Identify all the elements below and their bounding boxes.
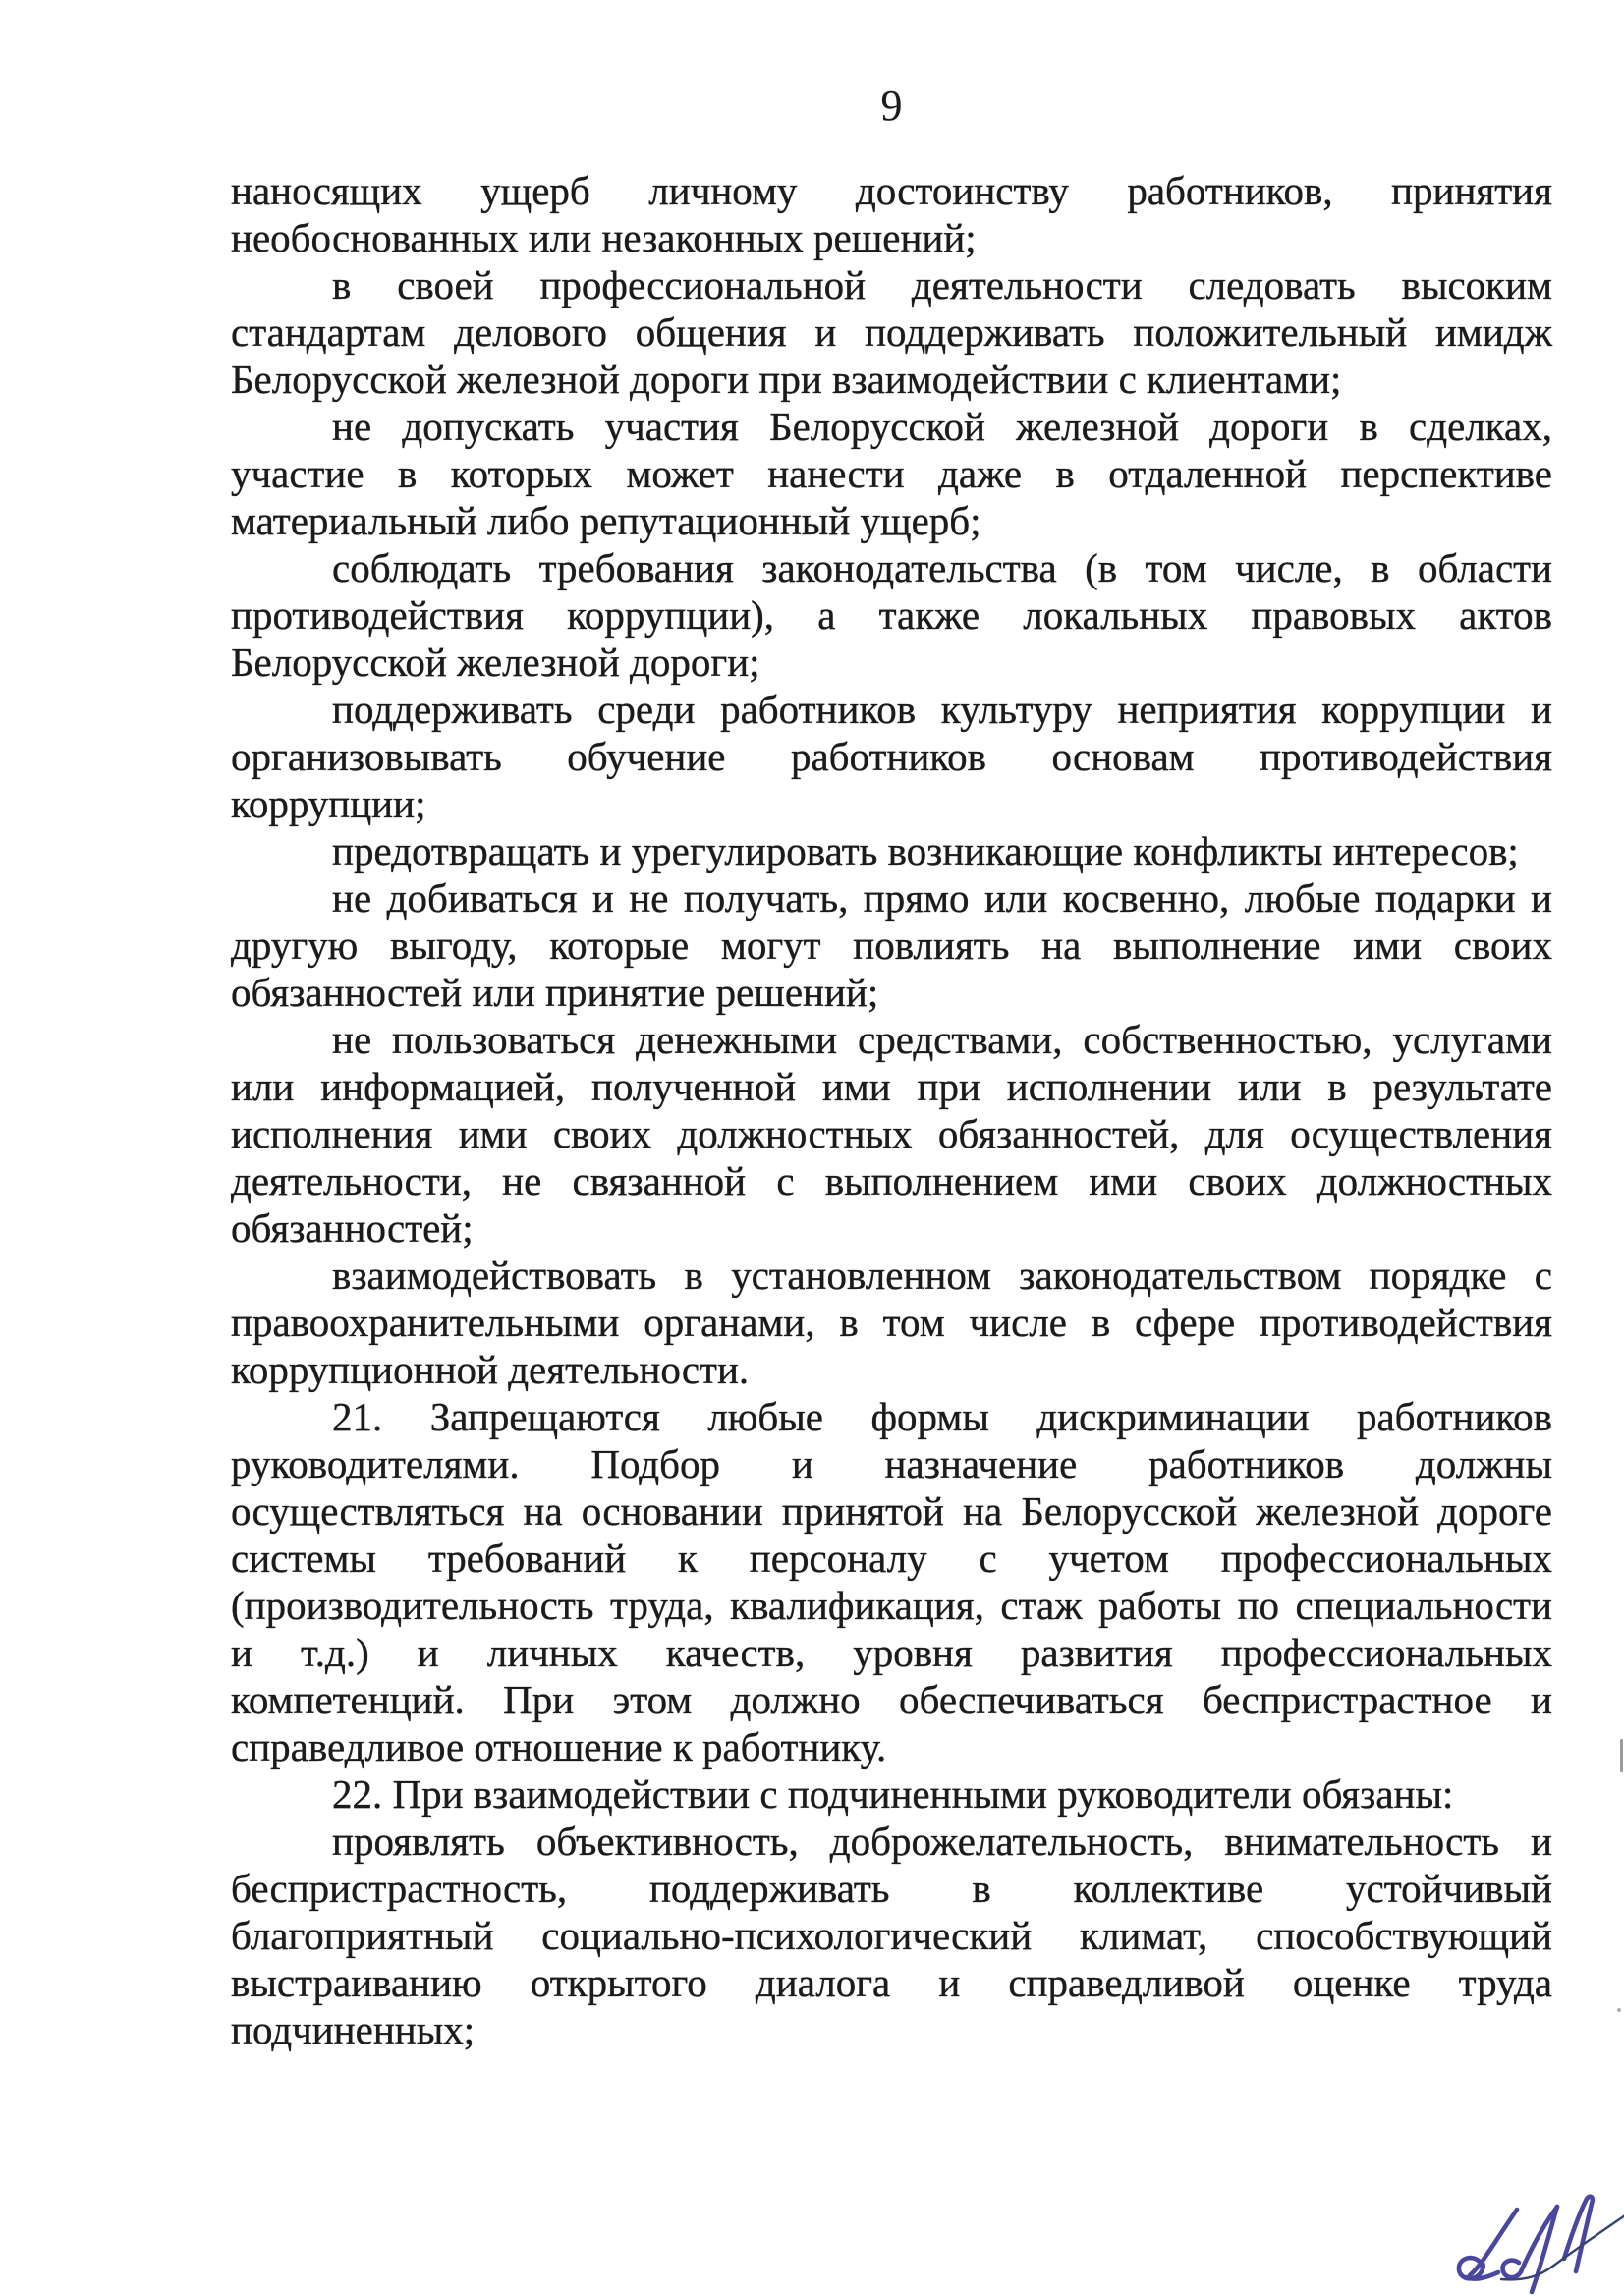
text-line: правоохранительными органами, в том числе в сфере противодействия	[231, 1300, 1552, 1345]
text-line: организовывать обучение работников основам противодействия	[231, 734, 1552, 779]
text-line: благоприятный социально-психологический климат, способствующий	[231, 1913, 1552, 1958]
document-body	[231, 167, 1552, 2053]
signature-stroke	[1470, 2210, 1517, 2275]
scan-edge-artifact	[1620, 1739, 1623, 1772]
text-line: выстраиванию открытого диалога и справедливой оценке труда	[231, 1960, 1552, 2005]
text-line: не пользоваться денежными средствами, собственностью, услугами	[332, 1017, 1552, 1062]
text-line: предотвращать и урегулировать возникающие конфликты интересов;	[332, 828, 1519, 873]
text-line: справедливое отношение к работнику.	[231, 1724, 887, 1769]
text-line: подчиненных;	[231, 2007, 476, 2052]
text-line: материальный либо репутационный ущерб;	[231, 498, 981, 543]
text-line: обязанностей;	[231, 1205, 474, 1251]
text-line: поддерживать среди работников культуру неприятия коррупции и	[332, 687, 1552, 732]
text-line: исполнения ими своих должностных обязанностей, для осуществления	[231, 1111, 1552, 1156]
text-line: Белорусской железной дороги;	[231, 640, 760, 685]
text-line: наносящих ущерб личному достоинству работников, принятия	[231, 168, 1552, 213]
scan-edge-artifact	[1617, 2008, 1621, 2012]
text-line: Белорусской железной дороги при взаимодействии с клиентами;	[231, 357, 1342, 402]
text-line: не допускать участия Белорусской железной дороги в сделках,	[332, 404, 1552, 449]
text-line: 21. Запрещаются любые формы дискриминации работников	[332, 1394, 1552, 1439]
text-line: коррупции;	[231, 781, 426, 826]
signature-image	[1442, 2179, 1624, 2296]
text-line: другую выгоду, которые могут повлиять на выполнение ими своих	[231, 923, 1552, 968]
text-line: (производительность труда, квалификация, стаж работы по специальности	[231, 1583, 1552, 1628]
signature-stroke	[1564, 2197, 1593, 2271]
text-line: обязанностей или принятие решений;	[231, 970, 879, 1015]
text-line: руководителями. Подбор и назначение работников должны	[231, 1441, 1552, 1486]
text-line: взаимодействовать в установленном законодательством порядке с	[332, 1253, 1552, 1298]
signature-stroke	[1532, 2207, 1557, 2292]
text-line: участие в которых может нанести даже в отдаленной перспективе	[231, 451, 1552, 496]
signature-stroke	[1502, 2261, 1522, 2278]
text-line: и т.д.) и личных качеств, уровня развития профессиональных	[231, 1630, 1552, 1675]
text-line: необоснованных или незаконных решений;	[231, 215, 977, 260]
text-line: компетенций. При этом должно обеспечиваться беспристрастное и	[231, 1677, 1552, 1722]
text-line: или информацией, полученной ими при исполнении или в результате	[231, 1064, 1552, 1109]
text-line: беспристрастность, поддерживать в коллективе устойчивый	[231, 1866, 1552, 1911]
text-line: противодействия коррупции), а также локальных правовых актов	[231, 592, 1552, 638]
text-line: осуществляться на основании принятой на Белорусской железной дороге	[231, 1488, 1552, 1534]
text-line: коррупционной деятельности.	[231, 1347, 750, 1392]
text-line: в своей профессиональной деятельности следовать высоким	[332, 262, 1552, 308]
text-line: деятельности, не связанной с выполнением ими своих должностных	[231, 1158, 1552, 1204]
text-line: проявлять объективность, доброжелательность, внимательность и	[332, 1819, 1552, 1864]
text-line: соблюдать требования законодательства (в том числе, в области	[332, 545, 1552, 590]
text-line: 22. При взаимодействии с подчиненными руководители обязаны:	[332, 1771, 1454, 1817]
text-line: системы требований к персоналу с учетом профессиональных	[231, 1536, 1552, 1581]
page-number: 9	[880, 82, 903, 130]
text-line: не добиваться и не получать, прямо или косвенно, любые подарки и	[332, 875, 1552, 921]
text-line: стандартам делового общения и поддерживать положительный имидж	[231, 309, 1552, 355]
